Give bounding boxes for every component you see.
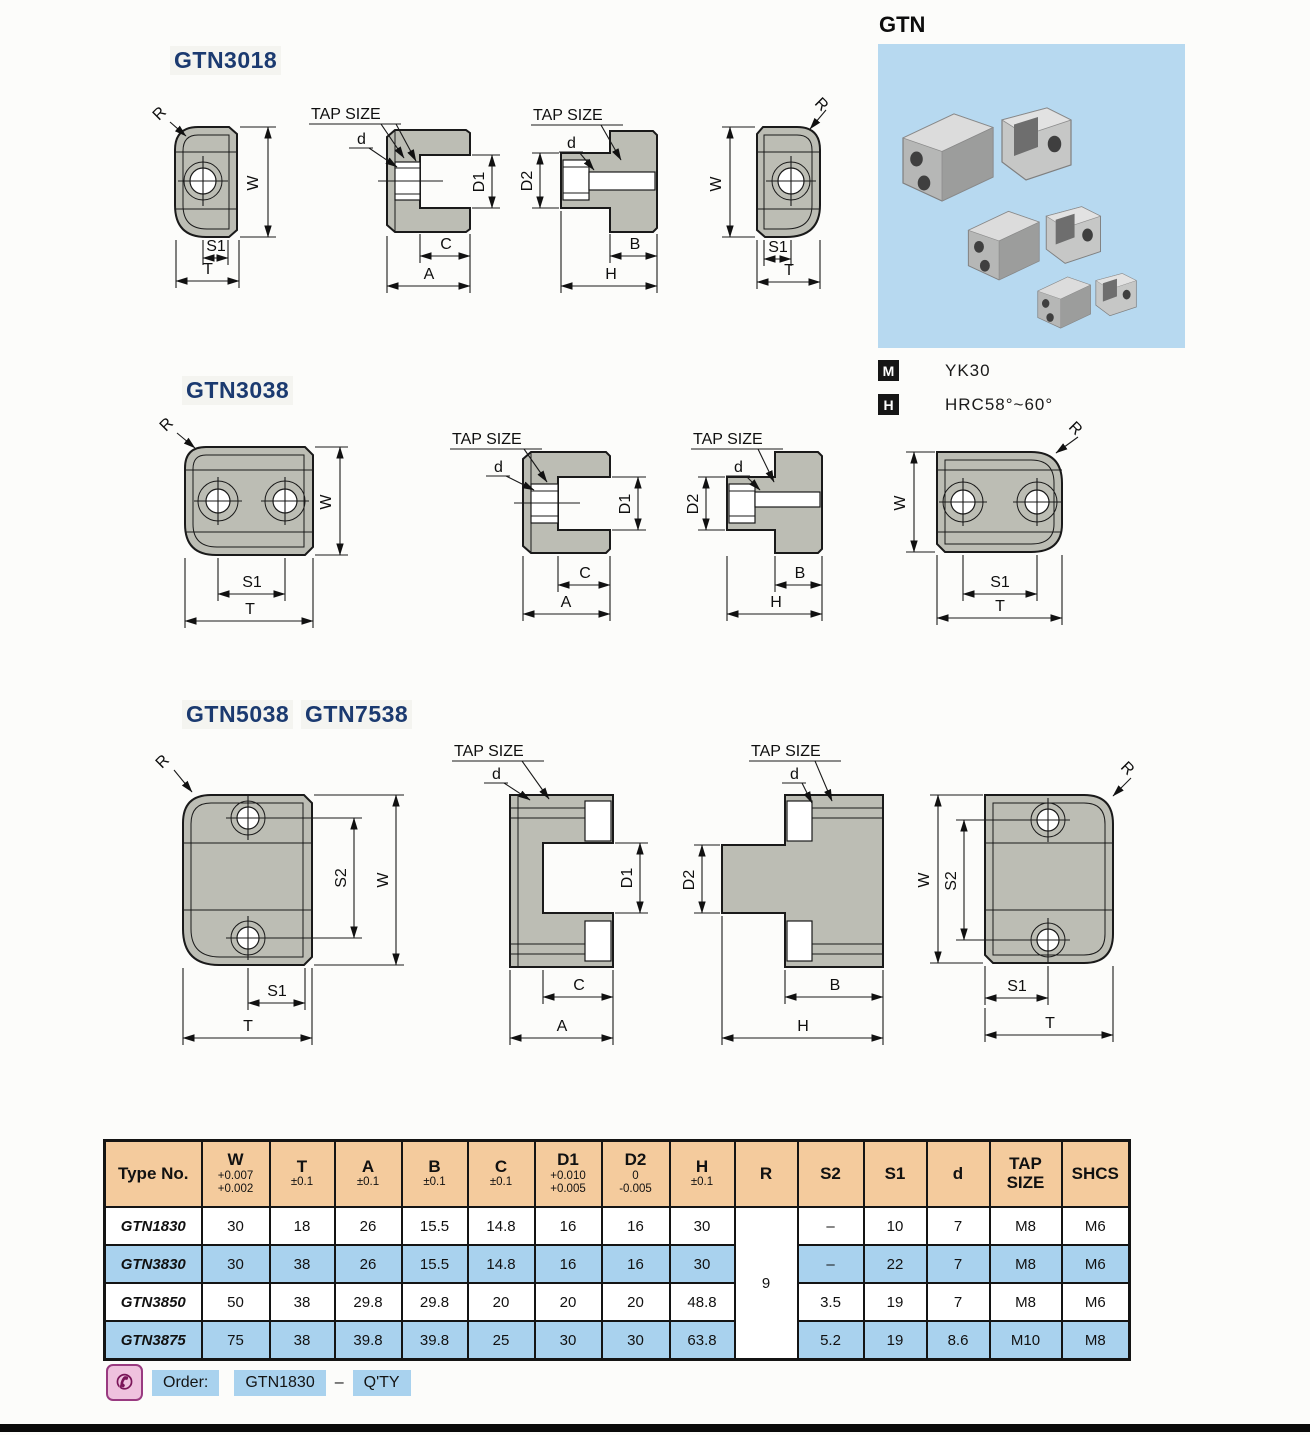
cell-h: 30 xyxy=(670,1207,735,1245)
gtn3018-section-view-b xyxy=(519,107,657,293)
cell-r-shared: 9 xyxy=(735,1207,798,1360)
cell-tap-size: M8 xyxy=(990,1283,1062,1321)
dim-label-s1: S1 xyxy=(990,574,1010,591)
dim-label-tap-size: TAP SIZE xyxy=(751,743,821,760)
cell-d1: 16 xyxy=(535,1245,602,1283)
gtn3018-front-view xyxy=(150,104,276,288)
cell-d2: 30 xyxy=(602,1321,670,1360)
dim-label-t: T xyxy=(1045,1015,1055,1032)
order-dash: – xyxy=(334,1373,344,1391)
col-header-w: W +0.007 +0.002 xyxy=(202,1141,270,1208)
cell-c: 25 xyxy=(468,1321,535,1360)
dim-label-tap-size: TAP SIZE xyxy=(533,107,603,124)
dim-label-t: T xyxy=(203,261,213,278)
phone-icon: ✆ xyxy=(106,1364,143,1401)
dim-label-d2: D2 xyxy=(681,869,698,891)
dim-label-s2: S2 xyxy=(943,871,960,891)
col-header-b: B ±0.1 xyxy=(402,1141,468,1208)
cell-a: 39.8 xyxy=(335,1321,402,1360)
cell-s1: 22 xyxy=(864,1245,927,1283)
gtn3038-section-view-a xyxy=(450,431,646,621)
cell-w: 30 xyxy=(202,1245,270,1283)
cell-type: GTN3850 xyxy=(105,1283,202,1321)
gtn3038-front-view xyxy=(157,415,348,628)
cell-t: 18 xyxy=(270,1207,335,1245)
dim-label-t: T xyxy=(245,601,255,618)
cell-b: 15.5 xyxy=(402,1245,468,1283)
dim-label-r: R xyxy=(1117,758,1138,779)
dim-label-w: W xyxy=(375,872,392,888)
dim-label-h: H xyxy=(605,266,617,283)
col-header-tap-size: TAP SIZE xyxy=(990,1141,1062,1208)
hardness-key-badge: H xyxy=(878,394,899,415)
cell-h: 48.8 xyxy=(670,1283,735,1321)
cell-a: 26 xyxy=(335,1245,402,1283)
clamp-part-small xyxy=(1038,274,1137,329)
col-header-d2: D2 0 -0.005 xyxy=(602,1141,670,1208)
order-label: Order: xyxy=(152,1370,219,1396)
cell-type: GTN1830 xyxy=(105,1207,202,1245)
table-row xyxy=(105,1245,1130,1283)
dim-label-t: T xyxy=(995,598,1005,615)
product-photo xyxy=(878,44,1185,348)
col-header-s2: S2 xyxy=(798,1141,864,1208)
col-header-a: A ±0.1 xyxy=(335,1141,402,1208)
dim-label-a: A xyxy=(556,1018,568,1035)
dim-label-tap-size: TAP SIZE xyxy=(693,431,763,448)
cell-c: 20 xyxy=(468,1283,535,1321)
hardness-row xyxy=(878,394,1053,415)
gtn5038-section-view-b xyxy=(681,743,883,1045)
cell-d2: 20 xyxy=(602,1283,670,1321)
cell-d: 7 xyxy=(927,1283,990,1321)
dim-label-c: C xyxy=(440,236,452,253)
cell-s1: 10 xyxy=(864,1207,927,1245)
table-row xyxy=(105,1283,1130,1321)
dim-label-r: R xyxy=(811,94,832,115)
col-header-h: H ±0.1 xyxy=(670,1141,735,1208)
material-value: YK30 xyxy=(945,360,991,380)
col-header-s1: S1 xyxy=(864,1141,927,1208)
material-row xyxy=(878,360,991,381)
order-bar xyxy=(106,1364,411,1401)
dim-label-d: d xyxy=(734,459,743,476)
spec-table xyxy=(103,1139,1131,1361)
cell-type: GTN3875 xyxy=(105,1321,202,1360)
part-title-gtn3018: GTN3018 xyxy=(170,46,281,75)
dim-label-w: W xyxy=(892,495,909,511)
col-header-t: T ±0.1 xyxy=(270,1141,335,1208)
gtn5038-section-view-a xyxy=(452,743,648,1045)
cell-s2: 5.2 xyxy=(798,1321,864,1360)
cell-c: 14.8 xyxy=(468,1245,535,1283)
cell-t: 38 xyxy=(270,1321,335,1360)
dim-label-w: W xyxy=(916,872,933,888)
gtn3018-section-view-a xyxy=(309,106,500,293)
table-row xyxy=(105,1207,1130,1245)
cell-h: 30 xyxy=(670,1245,735,1283)
cell-d2: 16 xyxy=(602,1245,670,1283)
col-header-d1: D1 +0.010 +0.005 xyxy=(535,1141,602,1208)
cell-tap-size: M10 xyxy=(990,1321,1062,1360)
dim-label-d2: D2 xyxy=(519,170,536,192)
order-qty: Q'TY xyxy=(353,1370,411,1396)
cell-h: 63.8 xyxy=(670,1321,735,1360)
gtn3018-back-view xyxy=(708,95,831,289)
dim-label-t: T xyxy=(243,1018,253,1035)
dim-label-b: B xyxy=(629,236,641,253)
dim-label-b: B xyxy=(794,565,806,582)
gtn5038-back-view xyxy=(916,759,1137,1042)
cell-t: 38 xyxy=(270,1245,335,1283)
dim-label-s2: S2 xyxy=(333,868,350,888)
dim-label-d1: D1 xyxy=(617,493,634,515)
col-header-r: R xyxy=(735,1141,798,1208)
gtn3038-section-view-b xyxy=(685,431,822,621)
cell-s1: 19 xyxy=(864,1283,927,1321)
cell-tap-size: M8 xyxy=(990,1245,1062,1283)
cell-s2: 3.5 xyxy=(798,1283,864,1321)
clamp-part-medium xyxy=(968,207,1100,280)
cell-shcs: M6 xyxy=(1062,1283,1130,1321)
cell-d: 7 xyxy=(927,1245,990,1283)
dim-label-b: B xyxy=(829,977,841,994)
dim-label-t: T xyxy=(784,262,794,279)
page-bottom-rule xyxy=(0,1424,1310,1432)
dim-label-d: d xyxy=(567,135,576,152)
dim-label-d: d xyxy=(790,766,799,783)
cell-b: 15.5 xyxy=(402,1207,468,1245)
dim-label-d2: D2 xyxy=(685,493,702,515)
cell-b: 39.8 xyxy=(402,1321,468,1360)
cell-d: 8.6 xyxy=(927,1321,990,1360)
dim-label-tap-size: TAP SIZE xyxy=(311,106,381,123)
dim-label-c: C xyxy=(573,977,585,994)
series-title: GTN xyxy=(879,12,926,37)
dim-label-r: R xyxy=(1065,418,1086,439)
cell-d1: 30 xyxy=(535,1321,602,1360)
dim-label-w: W xyxy=(708,176,725,192)
cell-shcs: M6 xyxy=(1062,1207,1130,1245)
cell-w: 50 xyxy=(202,1283,270,1321)
dim-label-d: d xyxy=(492,766,501,783)
gtn3038-back-view xyxy=(892,419,1085,625)
col-header-c: C ±0.1 xyxy=(468,1141,535,1208)
dim-label-d: d xyxy=(357,131,366,148)
material-key-badge: M xyxy=(878,360,899,381)
part-title-gtn3038: GTN3038 xyxy=(182,376,293,405)
cell-shcs: M8 xyxy=(1062,1321,1130,1360)
cell-d1: 16 xyxy=(535,1207,602,1245)
dim-label-tap-size: TAP SIZE xyxy=(452,431,522,448)
cell-d: 7 xyxy=(927,1207,990,1245)
dim-label-a: A xyxy=(560,594,572,611)
table-row xyxy=(105,1321,1130,1360)
cell-s2: – xyxy=(798,1245,864,1283)
cell-w: 75 xyxy=(202,1321,270,1360)
dim-label-c: C xyxy=(579,565,591,582)
dim-label-s1: S1 xyxy=(267,983,287,1000)
dim-label-d1: D1 xyxy=(471,171,488,193)
dim-label-tap-size: TAP SIZE xyxy=(454,743,524,760)
product-photo-render xyxy=(878,44,1185,348)
dim-label-w: W xyxy=(318,494,335,510)
dim-label-r: R xyxy=(156,414,177,435)
cell-tap-size: M8 xyxy=(990,1207,1062,1245)
table-header-row xyxy=(105,1141,1130,1208)
cell-s1: 19 xyxy=(864,1321,927,1360)
dim-label-d1: D1 xyxy=(619,867,636,889)
cell-a: 29.8 xyxy=(335,1283,402,1321)
col-header-d: d xyxy=(927,1141,990,1208)
dim-label-a: A xyxy=(423,266,435,283)
cell-d1: 20 xyxy=(535,1283,602,1321)
dim-label-h: H xyxy=(770,594,782,611)
dim-label-s1: S1 xyxy=(242,574,262,591)
cell-w: 30 xyxy=(202,1207,270,1245)
cell-s2: – xyxy=(798,1207,864,1245)
gtn5038-front-view xyxy=(153,752,404,1045)
col-header-shcs: SHCS xyxy=(1062,1141,1130,1208)
col-header-type: Type No. xyxy=(105,1141,202,1208)
order-part-number: GTN1830 xyxy=(234,1370,325,1396)
part-title-gtn5038: GTN5038 xyxy=(182,700,293,729)
cell-b: 29.8 xyxy=(402,1283,468,1321)
dim-label-r: R xyxy=(149,103,170,124)
cell-c: 14.8 xyxy=(468,1207,535,1245)
hardness-value: HRC58°~60° xyxy=(945,394,1054,414)
clamp-part-large xyxy=(903,108,1071,201)
cell-shcs: M6 xyxy=(1062,1245,1130,1283)
cell-d2: 16 xyxy=(602,1207,670,1245)
dim-label-s1: S1 xyxy=(768,239,788,256)
dim-label-s1: S1 xyxy=(206,238,226,255)
cell-a: 26 xyxy=(335,1207,402,1245)
dim-label-w: W xyxy=(245,175,262,191)
dim-label-d: d xyxy=(494,459,503,476)
part-title-gtn7538: GTN7538 xyxy=(301,700,412,729)
dim-label-s1: S1 xyxy=(1007,978,1027,995)
dim-label-r: R xyxy=(152,751,173,772)
cell-type: GTN3830 xyxy=(105,1245,202,1283)
dim-label-h: H xyxy=(797,1018,809,1035)
cell-t: 38 xyxy=(270,1283,335,1321)
